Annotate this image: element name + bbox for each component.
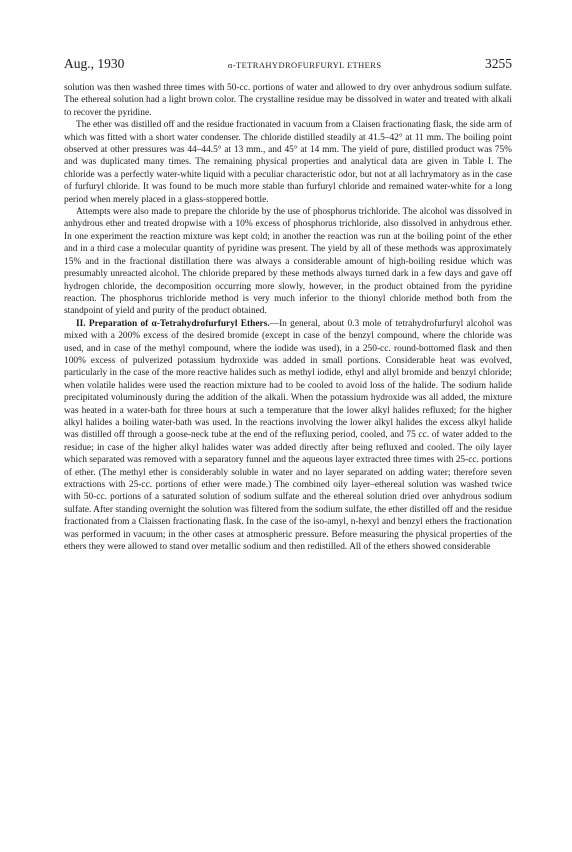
paragraph-2: The ether was distilled off and the residue fractionated in vacuum from a Claisen fractionating flask, the side arm of which was fitted with a short water condenser. The chloride distilled steadily at 41.5–42° at 11 mm. The boiling point observed at other pressures was 44–44.5° at 13 mm., and 45° at 14 mm. The yield of pure, distilled product was 75% and was duplicated many times. The remaining physical properties and analytical data are given in Table I. The chloride was a perfectly water-white liquid with a peculiar characteristic odor, but not at all lachrymatory as in the case of furfuryl chloride. It was found to be much more stable than furfuryl chloride and remained water-white for a long period when merely placed in a glass-stoppered bottle. bbox=[64, 120, 512, 205]
paragraph-4-text: —In general, about 0.3 mole of tetrahydrofurfuryl alcohol was mixed with a 200% excess of the desired bromide (except in case of the benzyl compound, where the chloride was used, and in case of the methyl compound, where the iodide was used), in a 250-cc. round-bottomed flask and then 100% excess of pulverized potassium hydroxide was added in small portions. Considerable heat was evolved, particularly in the case of the more reactive halides such as methyl iodide, ethyl and allyl bromide and benzyl chloride; when volatile halides were used the reaction mixture had to be cooled to avoid loss of the halide. The sodium halide precipitated voluminously during the addition of the alkali. When the potassium hydroxide was all added, the mixture was heated in a water-bath for three hours at such a temperature that the lower alkyl halides refluxed; for the higher alkyl halides a boiling water-bath was used. In the reactions involving the lower alkyl halides the excess alkyl halide was distilled off through a goose-neck tube at the end of the refluxing period, cooled, and 75 cc. of water added to the residue; in case of the higher alkyl halides water was added directly after being refluxed and cooled. The oily layer which separated was removed with a separatory funnel and the aqueous layer extracted three times with 25-cc. portions of ether. (The methyl ether is considerably soluble in water and no layer separated on adding water; therefore seven extractions with 25-cc. portions of ether were made.) The combined oily layer–ethereal solution was washed twice with 50-cc. portions of a saturated solution of sodium sulfate and the ethereal solution dried over anhydrous sodium sulfate. After standing overnight the solution was filtered from the sodium sulfate, the ether distilled off and the residue fractionated from a Claissen fractionating flask. In the case of the iso-amyl, n-hexyl and benzyl ethers the fractionation was performed in vacuum; in the other cases at atmospheric pressure. Before measuring the physical properties of the ethers they were allowed to stand over metallic sodium and then redistilled. All of the ethers showed considerable bbox=[64, 318, 512, 553]
page bbox=[64, 56, 512, 553]
paragraph-3: Attempts were also made to prepare the chloride by the use of phosphorus trichloride. The alcohol was dissolved in anhydrous ether and treated dropwise with a 10% excess of phosphorus trichloride, also dissolved in anhydrous ether. In one experiment the reaction mixture was kept cold; in another the reaction was run at the boiling point of the ether and in a third case a molecular quantity of pyridine was present. The yield by all of these methods was approximately 15% and in the fractional distillation there was always a considerable amount of high-boiling residue which was presumably unreacted alcohol. The chloride prepared by these methods always turned dark in a few days and gave off hydrogen chloride, the decomposition occurring more slowly, however, in the product obtained from the pyridine reaction. The phosphorus trichloride method is very much inferior to the thionyl chloride method both from the standpoint of yield and purity of the product obtained. bbox=[64, 207, 512, 317]
running-title: α-TETRAHYDROFURFURYL ETHERS bbox=[227, 60, 382, 70]
paragraph-4 bbox=[64, 318, 512, 554]
running-header bbox=[64, 56, 512, 72]
header-date: Aug., 1930 bbox=[64, 56, 125, 71]
section-heading: II. Preparation of α-Tetrahydrofurfuryl Ethers. bbox=[76, 318, 270, 329]
paragraph-1: solution was then washed three times with 50-cc. portions of water and allowed to dry over anhydrous sodium sulfate. The ethereal solution had a light brown color. The crystalline residue may be dissolved in water and treated with alkali to recover the pyridine. bbox=[64, 83, 512, 118]
body-text bbox=[64, 82, 512, 553]
page-number: 3255 bbox=[484, 56, 512, 71]
